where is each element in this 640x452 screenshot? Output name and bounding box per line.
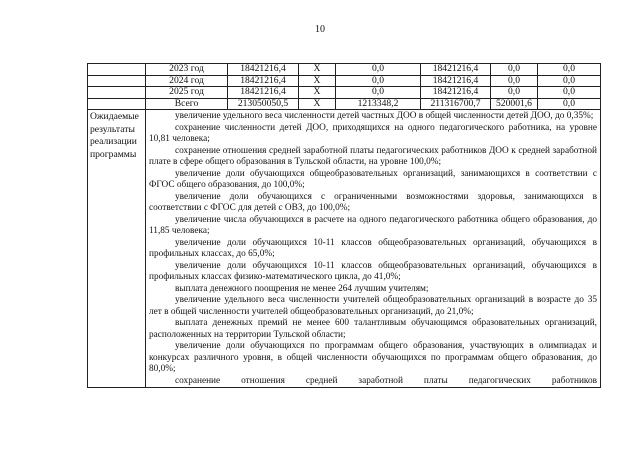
expected-results-list xyxy=(146,110,601,388)
other-sources-cell: 0,0 xyxy=(538,98,601,110)
total-cell: 18421216,4 xyxy=(228,64,299,76)
local-budget-cell: 0,0 xyxy=(491,75,538,87)
regional-budget-cell: 18421216,4 xyxy=(421,64,491,76)
financing-row-2024 xyxy=(88,75,601,87)
local-budget-cell: 0,0 xyxy=(491,87,538,99)
federal-budget-cell: 0,0 xyxy=(336,75,421,87)
financing-row-total xyxy=(88,98,601,110)
total-cell: 18421216,4 xyxy=(228,87,299,99)
result-item: увеличение доли обучающихся по программам общего образования, участвующих в олимпиадах и конкурсах различного уровня, в общей численности обучающихся по программам общего образования, до 80,0%; xyxy=(149,341,597,374)
result-item: увеличение доли обучающихся общеобразовательных организаций, занимающихся в соответствии с ФГОС общего образования, до 100,0%; xyxy=(149,168,597,190)
financing-row-2023 xyxy=(88,64,601,76)
other-sources-cell: 0,0 xyxy=(538,75,601,87)
result-item: сохранение отношения средней заработной платы педагогических работников ДОО к средней заработной плате в сфере общего образования в Тульской области, на уровне 100,0%; xyxy=(149,145,597,167)
label-column-cell xyxy=(88,98,146,110)
year-label: 2023 год xyxy=(146,64,228,76)
result-item: увеличение доли обучающихся 10-11 классов общеобразовательных организаций, обучающихся в профильных классах физико-математического цикла, до 41,0%; xyxy=(149,260,597,282)
total-cell: 18421216,4 xyxy=(228,75,299,87)
result-item: выплата денежного поощрения не менее 264 лучшим учителям; xyxy=(175,283,429,294)
federal-cell: Х xyxy=(299,64,336,76)
other-sources-cell: 0,0 xyxy=(538,87,601,99)
result-item: увеличение доли обучающихся 10-11 классов общеобразовательных организаций, обучающихся в профильных классах, до 65,0%; xyxy=(149,237,597,259)
result-item: увеличение удельного веса численности детей частных ДОО в общей численности детей ДОО, до 0,35%; xyxy=(175,111,594,121)
result-item: увеличение удельного веса численности учителей общеобразовательных организаций в возрасте до 35 лет в общей численности учителей общеобразовательных организаций, до 21,0%; xyxy=(149,295,597,317)
year-label: 2025 год xyxy=(146,87,228,99)
federal-cell: Х xyxy=(299,75,336,87)
regional-budget-cell: 18421216,4 xyxy=(421,75,491,87)
federal-cell: Х xyxy=(299,98,336,110)
result-item: увеличение доли обучающихся с ограниченными возможностями здоровья, занимающихся в соответствии с ФГОС для детей с ОВЗ, до 100,0%; xyxy=(149,191,597,213)
total-cell: 213050050,5 xyxy=(228,98,299,110)
local-budget-cell: 520001,6 xyxy=(491,98,538,110)
federal-budget-cell: 1213348,2 xyxy=(336,98,421,110)
expected-results-row xyxy=(88,110,601,388)
regional-budget-cell: 211316700,7 xyxy=(421,98,491,110)
federal-cell: Х xyxy=(299,87,336,99)
label-column-cell xyxy=(88,75,146,87)
federal-budget-cell: 0,0 xyxy=(336,87,421,99)
total-label: Всего xyxy=(146,98,228,110)
result-item: увеличение числа обучающихся в расчете на одного педагогического работника общего образования, до 11,85 человека; xyxy=(149,214,597,236)
year-label: 2024 год xyxy=(146,75,228,87)
federal-budget-cell: 0,0 xyxy=(336,64,421,76)
financing-row-2025 xyxy=(88,87,601,99)
other-sources-cell: 0,0 xyxy=(538,64,601,76)
expected-results-label: Ожидаемые результаты реализации программы xyxy=(88,110,146,388)
local-budget-cell: 0,0 xyxy=(491,64,538,76)
program-passport-table xyxy=(87,63,601,388)
regional-budget-cell: 18421216,4 xyxy=(421,87,491,99)
page-number: 10 xyxy=(315,24,325,35)
label-column-cell xyxy=(88,64,146,76)
label-column-cell xyxy=(88,87,146,99)
result-item: выплата денежных премий не менее 600 талантливым обучающимся образовательных организаций, расположенных на территории Тульской области; xyxy=(149,318,597,340)
result-item: сохранение отношения средней заработной платы педагогических работников xyxy=(175,375,597,386)
result-item: сохранение численности детей ДОО, приходящихся на одного педагогического работника, на уровне 10,81 человека; xyxy=(149,122,597,144)
